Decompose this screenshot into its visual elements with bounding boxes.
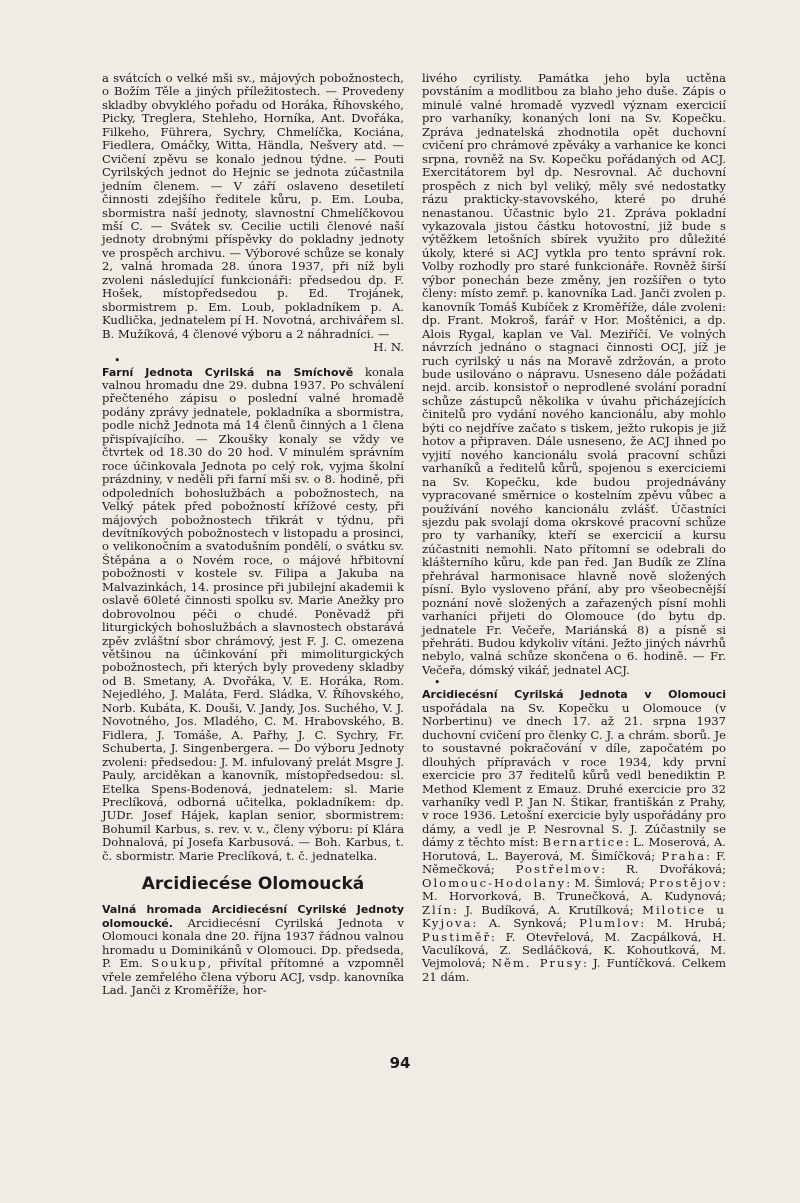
place-name: Postřelmov — [515, 862, 602, 877]
place-name: Plumlov — [579, 916, 641, 931]
place-name: Pustiměř — [422, 929, 491, 944]
participant-list: : J. Budíková, A. Krutílková; — [452, 902, 643, 917]
place-name: Praha — [661, 848, 707, 863]
place-name: Zlín — [422, 902, 453, 917]
participant-list: : R. Dvořáková; — [601, 862, 726, 877]
paragraph-continuation: livého cyrilisty. Památka jeho byla uctěna povstáním a modlitbou za blaho jeho duše. Zápis o minulé valné hromadě vyzvedl význam exercicií pro varhaníky, konaných loni na Sv. Kopečku. Zpráva jednatelská zhodnotila opět duchovní cvičení pro chrámové zpěváky a varhanice ke konci srpna, rovněž na Sv. Kopečku pořádaných od ACJ. Exercitátorem byl dp. Nesrovnal. Ač duchovní prospěch z nich byl veliký, měly své nedostatky rázu prakticky-stavovského, které po druhé nenastanou. Účastnic bylo 21. Zpráva pokladní vykazovala jistou částku hotovostní, již bude s výtěžkem letošních sbírek využito pro důležité úkoly, které si ACJ vytkla pro tento správní rok. Volby rozhodly pro staré funkcionáře. Rovněž širší výbor ponechán beze změny, jen rozšířen o tyto členy: místo zemř. p. kanovníka Lad. Janči zvolen p. kanovník Tomáš Kubíček z Kroměříže, dále zvoleni: dp. Frant. Mokroš, farář v Hor. Moštěnici, a dp. Alois Rygal, kaplan ve Val. Meziříčí. Ve volných návrzích jednáno o stagnaci činnosti OCJ, jíž je ruch cyrilský u nás na Moravě zdržován, a proto bude usilováno o nápravu. Usneseno dále požádati nejd. arcib. konsistoř o neprodlené svolání poradní schůze zástupců několika v úvahu přicházejících činitelů pro vydání nového kancionálu, aby mohlo býti co nejdříve začato s tiskem, ježto rukopis je již hotov a připraven. Dále usneseno, že ACJ ihned po vyjití nového kancionálu svolá pracovní schůzi varhaníků a ředitelů kůrů, spojenou s exerciciemi na Sv. Kopečku, kde budou projednávány vypracované směrnice o kostelním zpěvu vůbec a používání nového kancionálu zvlášť. Účastníci sjezdu pak svolají doma okrskové pracovní schůze pro ty varhaníky, kteří se exercicií a kursu zúčastniti nemohli. Nato přítomní se odebrali do klášterního kůru, kde pan řed. Jan Budík ze Zlína přehrával harmonisace hlavně nově složených písní. Bylo vysloveno přání, aby pro všeobecnější poznání nově složených a zařazených písní mohli varhaníci přijeti do Olomouce (do bytu dp. jednatele Fr. Večeře, Mariánská 8) a písně si přehráti. Budou kdykoliv vítáni. Ježto jiných návrhů nebylo, valná schůze skončena o 6. hodině. — Fr. Večeřa, dómský vikář, jednatel ACJ. — [422, 71, 726, 677]
participant-list: : F. Otevřelová, M. Zacpálková, H. Vaculíková, Z. Sedláčková, K. Kohoutková, M. Vejmolová; — [422, 929, 726, 971]
paragraph-lead-smichov: Farní Jednota Cyrilská na Smíchově — [102, 365, 354, 379]
participant-list: : M. Šimlová; — [566, 875, 650, 890]
paragraph-body-smichov: konala valnou hromadu dne 29. dubna 1937. Po schválení přečteného zápisu o poslední valné hromadě podány zprávy jednatele, pokladníka a sbormistra, podle nichž Jednota má 14 členů činných a 1 člena přispívajícího. — Zkoušky konaly se vždy ve čtvrtek od 18.30 do 20 hod. V minulém správním roce účinkovala Jednota po celý rok, vyjma školní prázdniny, v neděli při farní mši sv. o 8. hodině, při odpoledních bohoslužbách a pobožnostech, na Velký pátek před pobožností křížové cesty, při májových pobožnostech třikrát v týdnu, při devítníkových pobožnostech v listopadu a prosinci, o velikonočním a svatodušním pondělí, o svátku sv. Štěpána a o Novém roce, o májové hřbitovní pobožnosti v kostele sv. Filipa a Jakuba na Malvazinkách, 14. prosince při jubilejní akademii k oslavě 60leté činnosti spolku sv. Marie Anežky pro dobrovolnou péči o chudé. Poněvadž při liturgických bohoslužbách a slavnostech obstarává zpěv zvláštní sbor chrámový, jest F. J. C. omezena většinou na účinkování při mimoliturgických pobožnostech, při kterých byly provedeny skladby od B. Smetany, A. Dvořáka, V. E. Horáka, Rom. Nejedlého, J. Maláta, Ferd. Sládka, V. Říhovského, Norb. Kubáta, K. Douši, V. Jandy, Jos. Suchého, V. J. Novotného, Jos. Mladého, C. M. Hrabovského, B. Fidlera, J. Tomáše, A. Pařhy, J. C. Sychry, Fr. Schuberta, J. Singenbergera. — Do výboru Jednoty zvoleni: předsedou: J. M. infulovaný prelát Msgre J. Pauly, arciděkan a kanovník, místopředsedou: sl. Etelka Spens-Bodenová, jednatelem: sl. Marie Preclíková, odborná učitelka, pokladníkem: dp. JUDr. Josef Hájek, kaplan senior, sbormistrem: Bohumil Karbus, s. rev. v. v., členy výboru: pí Klára Dohnalová, pí Josefa Karbusová. — Boh. Karbus, t. č. sbormistr. Marie Preclíková, t. č. jednatelka. — [102, 364, 404, 863]
page-number: 94 — [389, 1054, 411, 1072]
place-name: Milotice u Kyjova — [422, 902, 726, 931]
participant-list: : J. Funtíčková. Celkem 21 dám. — [422, 956, 726, 984]
section-title: Arcidiecése Olomoucká — [141, 874, 365, 895]
participant-list: : M. Hrubá; — [640, 916, 726, 931]
paragraph-body-exercicie: uspořádala na Sv. Kopečku u Olomouce (v Norbertinu) ve dnech 17. až 21. srpna 1937 duchovní cvičení pro členky C. J. a chrám. sborů. Je to soustavné pokračování v díle, započatém po dlouhých přípravách v roce 1934, kdy první exercicie pro 37 ředitelů kůrů vedl benediktin P. Method Klement z Emauz. Druhé exercicie pro 32 varhaníky vedl P. Jan N. Štikar, františkán z Prahy, v roce 1936. Letošní exercicie byly uspořádány pro dámy, a vedl je P. Nesrovnal S. J. Zúčastnily se dámy z těchto míst: — [422, 700, 726, 850]
signature: H. N. — [373, 340, 404, 355]
participant-list: : M. Horvorková, B. Trunečková, A. Kudynová; — [422, 875, 726, 904]
participant-list: : F. Němečková; — [422, 848, 727, 877]
place-name: Prostějov — [649, 875, 723, 890]
spaced-name-soukup: Soukup — [151, 956, 208, 971]
right-column — [422, 72, 726, 984]
place-name: Olomouc-Hodolany — [422, 875, 567, 890]
paragraph-body-valna-1: Arcidiecésní Cyrilská Jednota v Olomouci konala dne 20. října 1937 řádnou valnou hromadu u Dominikánů v Olomouci. Dp. předseda, P. Em. — [102, 915, 404, 971]
paragraph-intro: a svátcích o velké mši sv., májových pobožnostech, o Božím Těle a jiných příležitostech. — Provedeny skladby obvyklého pořadu od Horáka, Říhovského, Picky, Treglera, Stehleho, Horníka, Ant. Dvořáka, Filkeho, Führera, Sychry, Chmelíčka, Kociána, Fiedlera, Omáčky, Witta, Händla, Nešvery atd. — Cvičení zpěvu se konalo jednou týdne. — Pouti Cyrilských jednot do Hejnic se jednota zúčastnila jedním členem. — V září oslaveno desetiletí činnosti zdejšího ředitele kůru, p. Em. Louba, sbormistra naší jednoty, slavnostní Chmelíčkovou mší C. — Svátek sv. Cecilie uctili členové naší jednoty drobnými příspěvky do pokladny jednoty ve prospěch archivu. — Výborové schůze se konaly 2, valná hromada 28. února 1937, při níž byli zvoleni následující funkcionáři: předsedou dp. F. Hošek, místopředsedou p. Ed. Trojánek, sbormistrem p. Em. Loub, pokladníkem p. A. Kudlička, jednatelem pí H. Novotná, archivářem sl. B. Mužíková, 4 členové výboru a 2 náhradníci. — — [102, 71, 404, 341]
paragraph-lead-exercicie: Arcidiecésní Cyrilská Jednota v Olomouci — [422, 688, 726, 702]
separator-mark: • — [114, 353, 121, 367]
left-column — [102, 72, 404, 997]
place-name: Bernartice — [542, 835, 626, 850]
place-name: Něm. Prusy — [491, 956, 584, 971]
participant-list: : L. Moserová, A. Horutová, L. Bayerová, M. Šimíčková; — [422, 835, 726, 863]
participant-list: : A. Synková; — [472, 916, 580, 931]
paragraph-valna — [102, 903, 404, 997]
separator-mark: • — [434, 676, 441, 690]
paragraph-body-valna-2: , přivítal přítomné a vzpomněl vřele zemřelého člena výboru ACJ, vsdp. kanovníka Lad. Janči z Kroměříže, hor- — [102, 956, 404, 997]
paragraph-exercicie — [422, 688, 726, 984]
paragraph-lead-valna: Valná hromada Arcidiecésní Cyrilské Jednoty olomoucké. — [102, 903, 404, 930]
paragraph-smichov — [102, 366, 404, 864]
